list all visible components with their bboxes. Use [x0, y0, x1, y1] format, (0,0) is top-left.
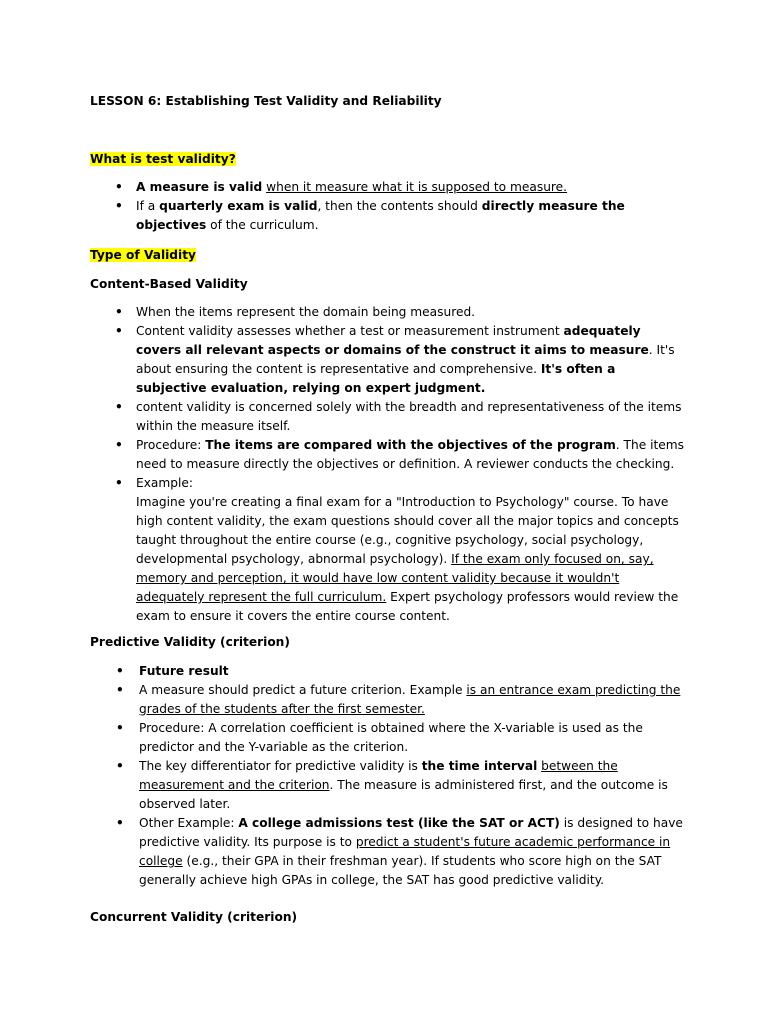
bullet-icon: • — [115, 180, 123, 194]
list-item — [116, 757, 688, 814]
text-run: Content validity assesses whether a test or measurement instrument — [136, 324, 564, 338]
concurrent-validity-heading: Concurrent Validity (criterion) — [90, 910, 298, 924]
bullet-icon: • — [116, 683, 124, 697]
list-item — [115, 197, 688, 235]
bullet-icon: • — [115, 476, 123, 490]
text-run: Procedure: A correlation coefficient is obtained where the X-variable is used as the predictor and the Y-variable as the criterion. — [139, 721, 643, 754]
content-validity-list — [115, 303, 688, 626]
text-run: A measure should predict a future criterion. Example — [139, 683, 467, 697]
validity-definition-list — [115, 178, 688, 235]
predictive-validity-heading: Predictive Validity (criterion) — [90, 635, 290, 649]
text-run: Other Example: — [139, 816, 239, 830]
bullet-icon: • — [115, 199, 123, 213]
text-run: Procedure: — [136, 438, 206, 452]
text-run: (e.g., their GPA in their freshman year). If students who score high on the SAT generally achieve high GPAs in college, the SAT has good predictive validity. — [139, 854, 662, 887]
text-run: When the items represent the domain being measured. — [136, 305, 476, 319]
content-validity-heading: Content-Based Validity — [90, 277, 248, 291]
bold-text: directly measure the objectives — [136, 199, 625, 232]
text-run: . The items need to measure directly the objectives or definition. A reviewer conducts the checking. — [136, 438, 684, 471]
bullet-icon: • — [116, 816, 124, 830]
bold-text: adequately covers all relevant aspects or domains of the construct it aims to measure — [136, 324, 649, 357]
list-item — [115, 436, 688, 474]
bold-text: quarterly exam is valid — [159, 199, 318, 213]
underlined-text: predict a student's future academic performance in college — [139, 835, 671, 868]
text-run: of the curriculum. — [206, 218, 319, 232]
list-item — [116, 681, 688, 719]
list-item — [115, 474, 688, 626]
text-run: , then the contents should — [317, 199, 482, 213]
type-heading — [90, 246, 196, 265]
bullet-icon: • — [115, 400, 123, 414]
list-item — [115, 178, 688, 197]
bold-text: the time interval — [421, 759, 538, 773]
underlined-text: when it measure what it is supposed to measure. — [266, 180, 568, 194]
bullet-text — [136, 438, 684, 471]
bullet-text — [136, 199, 625, 232]
bold-text: A college admissions test (like the SAT or ACT) — [238, 816, 560, 830]
text-run: The key differentiator for predictive validity is — [139, 759, 422, 773]
text-run: Expert psychology professors would review the exam to ensure it covers the entire course content. — [136, 590, 679, 623]
predictive-validity-list — [116, 662, 688, 890]
text-run: . It's about ensuring the content is representative and comprehensive. — [136, 343, 675, 376]
bullet-icon: • — [116, 664, 124, 678]
bullet-text — [139, 759, 668, 811]
bullet-icon: • — [116, 721, 124, 735]
bullet-text — [136, 305, 475, 319]
list-item — [115, 303, 688, 322]
bullet-text — [136, 400, 682, 433]
bold-text: A measure is valid — [136, 180, 263, 194]
bullet-text — [139, 664, 229, 678]
text-run: Example: — [136, 476, 193, 490]
bullet-icon: • — [116, 759, 124, 773]
underlined-text: is an entrance exam predicting the grades of the students after the first semester. — [139, 683, 681, 716]
lesson-title: LESSON 6: Establishing Test Validity and Reliability — [90, 94, 442, 108]
bullet-text — [136, 476, 679, 623]
list-item — [115, 398, 688, 436]
text-run: is designed to have predictive validity. Its purpose is to — [139, 816, 683, 849]
bold-text: It's often a subjective evaluation, relying on expert judgment. — [136, 362, 616, 395]
list-item — [115, 322, 688, 398]
question-highlight: What is test validity? — [90, 152, 236, 166]
bullet-icon: • — [115, 324, 123, 338]
underlined-text: If the exam only focused on, say, memory and perception, it would have low content validity because it wouldn't adequately represent the full curriculum. — [136, 552, 654, 604]
text-run: . The measure is administered first, and the outcome is observed later. — [139, 778, 668, 811]
bullet-text — [139, 816, 683, 887]
bullet-text — [136, 180, 567, 194]
bullet-text — [136, 324, 675, 395]
bold-text: The items are compared with the objectives of the program — [205, 438, 616, 452]
bold-text: Future result — [139, 664, 229, 678]
bullet-text — [139, 683, 680, 716]
list-item — [116, 814, 688, 890]
bullet-text — [139, 721, 643, 754]
type-heading-highlight: Type of Validity — [90, 248, 196, 262]
text-run: Imagine you're creating a final exam for a "Introduction to Psychology" course. To have high content validity, the exam questions should cover all the major topics and concepts taught throughout the entire course (e.g., cognitive psychology, social psychology, developmental psychology, abnormal psychology). — [136, 495, 679, 566]
bullet-icon: • — [115, 438, 123, 452]
bullet-icon: • — [115, 305, 123, 319]
text-run: If a — [136, 199, 160, 213]
list-item — [116, 719, 688, 757]
section-question — [90, 150, 236, 169]
list-item — [116, 662, 688, 681]
underlined-text: between the measurement and the criterion — [139, 759, 618, 792]
text-run: content validity is concerned solely with the breadth and representativeness of the items within the measure itself. — [136, 400, 682, 433]
